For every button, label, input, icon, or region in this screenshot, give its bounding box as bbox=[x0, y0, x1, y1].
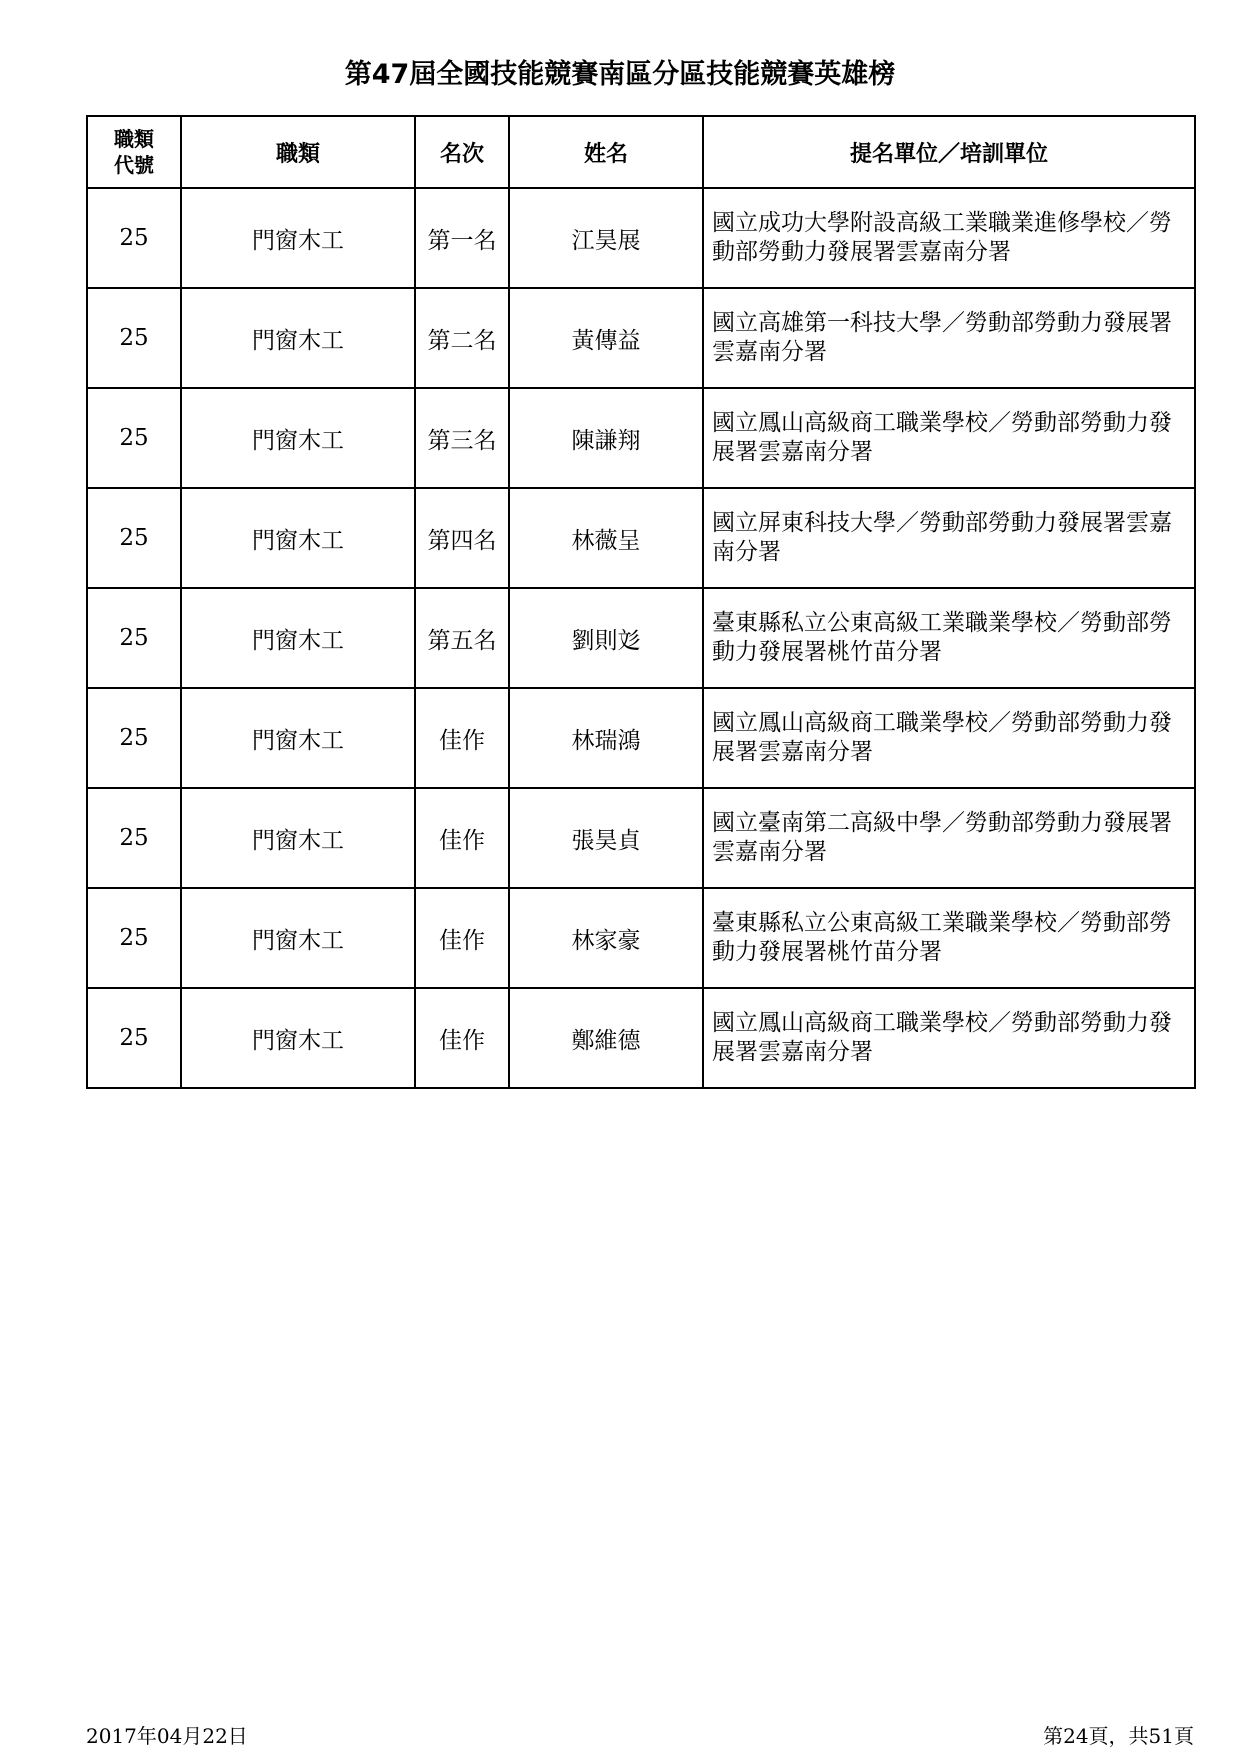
header-code-line1: 職類 bbox=[114, 127, 154, 151]
cell-code: 25 bbox=[87, 188, 181, 288]
header-code-line2: 代號 bbox=[114, 153, 154, 177]
cell-name: 陳謙翔 bbox=[509, 388, 703, 488]
cell-name: 林家豪 bbox=[509, 888, 703, 988]
cell-name: 劉則彣 bbox=[509, 588, 703, 688]
table-row bbox=[87, 288, 1195, 388]
table-row bbox=[87, 488, 1195, 588]
cell-name: 黃傳益 bbox=[509, 288, 703, 388]
table-row bbox=[87, 188, 1195, 288]
cell-rank: 第四名 bbox=[415, 488, 509, 588]
cell-unit: 國立鳳山高級商工職業學校／勞動部勞動力發展署雲嘉南分署 bbox=[703, 388, 1195, 488]
page-title: 第47屆全國技能競賽南區分區技能競賽英雄榜 bbox=[344, 59, 896, 90]
cell-unit: 國立鳳山高級商工職業學校／勞動部勞動力發展署雲嘉南分署 bbox=[703, 688, 1195, 788]
cell-code: 25 bbox=[87, 888, 181, 988]
cell-code: 25 bbox=[87, 288, 181, 388]
award-table bbox=[86, 115, 1196, 1089]
footer-date: 2017年04月22日 bbox=[86, 1724, 248, 1748]
header-unit: 提名單位／培訓單位 bbox=[703, 116, 1195, 188]
cell-unit: 國立鳳山高級商工職業學校／勞動部勞動力發展署雲嘉南分署 bbox=[703, 988, 1195, 1088]
cell-unit: 國立高雄第一科技大學／勞動部勞動力發展署雲嘉南分署 bbox=[703, 288, 1195, 388]
cell-rank: 第二名 bbox=[415, 288, 509, 388]
cell-category: 門窗木工 bbox=[181, 388, 415, 488]
header-rank: 名次 bbox=[415, 116, 509, 188]
cell-category: 門窗木工 bbox=[181, 688, 415, 788]
table-row bbox=[87, 888, 1195, 988]
footer-page-number: 第24頁，共51頁 bbox=[1043, 1724, 1194, 1748]
cell-rank: 佳作 bbox=[415, 888, 509, 988]
header-code bbox=[87, 116, 181, 188]
table-row bbox=[87, 588, 1195, 688]
cell-rank: 佳作 bbox=[415, 988, 509, 1088]
cell-rank: 佳作 bbox=[415, 688, 509, 788]
header-category: 職類 bbox=[181, 116, 415, 188]
cell-category: 門窗木工 bbox=[181, 588, 415, 688]
cell-rank: 佳作 bbox=[415, 788, 509, 888]
cell-category: 門窗木工 bbox=[181, 988, 415, 1088]
table-row bbox=[87, 988, 1195, 1088]
cell-unit: 臺東縣私立公東高級工業職業學校／勞動部勞動力發展署桃竹苗分署 bbox=[703, 888, 1195, 988]
cell-unit: 國立屏東科技大學／勞動部勞動力發展署雲嘉南分署 bbox=[703, 488, 1195, 588]
cell-name: 鄭維德 bbox=[509, 988, 703, 1088]
table-row bbox=[87, 788, 1195, 888]
cell-rank: 第三名 bbox=[415, 388, 509, 488]
table-row bbox=[87, 688, 1195, 788]
table-row bbox=[87, 388, 1195, 488]
cell-name: 張昊貞 bbox=[509, 788, 703, 888]
cell-category: 門窗木工 bbox=[181, 288, 415, 388]
table-header-row bbox=[87, 116, 1195, 188]
cell-code: 25 bbox=[87, 688, 181, 788]
cell-unit: 臺東縣私立公東高級工業職業學校／勞動部勞動力發展署桃竹苗分署 bbox=[703, 588, 1195, 688]
cell-category: 門窗木工 bbox=[181, 888, 415, 988]
cell-code: 25 bbox=[87, 488, 181, 588]
cell-name: 林薇呈 bbox=[509, 488, 703, 588]
cell-code: 25 bbox=[87, 788, 181, 888]
cell-name: 林瑞鴻 bbox=[509, 688, 703, 788]
cell-code: 25 bbox=[87, 388, 181, 488]
cell-name: 江昊展 bbox=[509, 188, 703, 288]
cell-rank: 第一名 bbox=[415, 188, 509, 288]
cell-category: 門窗木工 bbox=[181, 788, 415, 888]
cell-category: 門窗木工 bbox=[181, 188, 415, 288]
cell-code: 25 bbox=[87, 588, 181, 688]
cell-category: 門窗木工 bbox=[181, 488, 415, 588]
cell-rank: 第五名 bbox=[415, 588, 509, 688]
cell-code: 25 bbox=[87, 988, 181, 1088]
header-name: 姓名 bbox=[509, 116, 703, 188]
cell-unit: 國立臺南第二高級中學／勞動部勞動力發展署雲嘉南分署 bbox=[703, 788, 1195, 888]
cell-unit: 國立成功大學附設高級工業職業進修學校／勞動部勞動力發展署雲嘉南分署 bbox=[703, 188, 1195, 288]
